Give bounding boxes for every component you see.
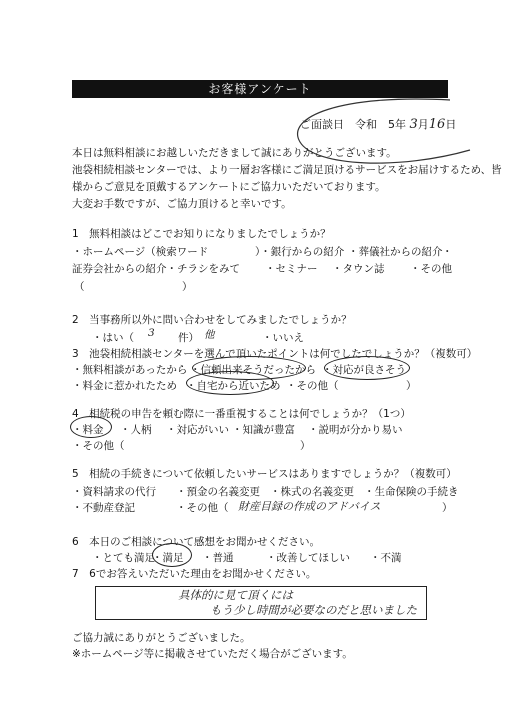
q2-yes: ・はい（ xyxy=(92,332,134,344)
q3-option-near: ・自宅から近いため xyxy=(186,380,281,392)
q3-option-service: ・対応が良さそう xyxy=(322,364,406,376)
q6-question: 6 本日のご相談について感想をお聞かせください。 xyxy=(72,536,320,548)
page-title: お客様アンケート xyxy=(72,80,448,98)
footer-note: ※ホームページ等に掲載させていただく場合がございます。 xyxy=(72,648,353,660)
q5-option-registry: ・不動産登記 xyxy=(72,502,135,514)
q7-question: 7 6でお答えいただいた理由をお聞かせください。 xyxy=(72,568,317,580)
q1-option-securities: 証券会社からの紹介・チラシをみて xyxy=(72,263,240,275)
q4-option-knowledge: ・知識が豊富 xyxy=(232,424,295,436)
q1-question: 1 無料相談はどこでお知りになりましたでしょうか？ xyxy=(72,228,331,240)
q5-option-documents: ・資料請求の代行 xyxy=(72,486,156,498)
date-label: ご面談日 令和 5年 xyxy=(300,118,406,131)
intro-line-3: 様からご意見を頂戴するアンケートにご協力いただいております。 xyxy=(72,181,386,193)
q3-option-free: ・無料相談があったから xyxy=(72,364,188,376)
intro-line-4: 大変お手数ですが、ご協力頂けると幸いです。 xyxy=(72,198,292,210)
q4-option-response: ・対応がいい xyxy=(166,424,229,436)
q4-option-fee: ・料金 xyxy=(72,424,104,436)
q1-option-seminar: ・セミナー xyxy=(265,263,318,275)
q1-option-bank: ）・銀行からの紹介 xyxy=(255,246,345,258)
q3-option-trust: ・信頼出来そうだったから xyxy=(190,364,316,376)
q5-option-other: ・その他（ xyxy=(176,502,229,514)
q2-no: ・いいえ xyxy=(262,332,304,344)
q7-answer-line-2: もう少し時間が必要なのだと思いました xyxy=(210,603,417,617)
q2-question: 2 当事務所以外に問い合わせをしてみましたでしょうか？ xyxy=(72,314,352,326)
q4-question: 4 相続税の申告を頼む際に一番重視することは何でしょうか？（1つ） xyxy=(72,408,411,420)
q3-option-other: ・その他（ xyxy=(286,380,339,392)
q4-option-explanation: ・説明が分かり易い xyxy=(308,424,403,436)
q5-handwritten-note: 財産目録の作成のアドバイス xyxy=(238,500,381,513)
date-day: 16 xyxy=(428,117,446,132)
date-month: 3 xyxy=(409,117,418,132)
q4-option-other: ・その他（ xyxy=(72,440,125,452)
q7-answer-line-1: 具体的に見て頂くには xyxy=(178,588,293,602)
q1-paren-open: （ xyxy=(74,281,85,293)
q6-option-very-satisfied: ・とても満足 xyxy=(92,552,155,564)
q2-handwritten-note: 他 xyxy=(204,329,215,341)
q1-option-homepage: ・ホームページ（検索ワード xyxy=(72,246,209,258)
q3-circle-service xyxy=(324,356,410,380)
q4-option-personality: ・人柄 xyxy=(120,424,152,436)
q4-circle-fee xyxy=(70,416,112,438)
q5-option-insurance: ・生命保険の手続き xyxy=(364,486,459,498)
q4-paren-close: ） xyxy=(300,440,311,452)
q5-option-stock: ・株式の名義変更 xyxy=(270,486,354,498)
q1-option-magazine: ・タウン誌 xyxy=(332,263,385,275)
q5-paren-close: ） xyxy=(442,502,453,514)
q3-option-price: ・料金に惹かれたため xyxy=(72,380,177,392)
q1-option-funeral: ・葬儀社からの紹介 xyxy=(348,246,443,258)
q1-option-bullet: ・ xyxy=(442,246,453,258)
q6-option-normal: ・普通 xyxy=(202,552,234,564)
date-day-unit: 日 xyxy=(445,118,457,131)
footer-thanks: ご協力誠にありがとうございました。 xyxy=(72,632,251,644)
intro-line-1: 本日は無料相談にお越しいただきまして誠にありがとうございます。 xyxy=(72,147,397,159)
intro-line-2: 池袋相続相談センターでは、より一層お客様にご満足頂けるサービスをお届けするため、皆 xyxy=(72,164,502,176)
q2-unit: 件） xyxy=(178,332,199,344)
q3-question: 3 池袋相続相談センターを選んで頂いたポイントは何でしたでしょうか？（複数可） xyxy=(72,348,478,360)
q1-option-other: ・その他 xyxy=(410,263,452,275)
q3-circle-near xyxy=(186,371,274,395)
q6-option-satisfied: ・満足 xyxy=(152,552,184,564)
q3-paren-close: ） xyxy=(406,380,417,392)
q2-count: 3 xyxy=(148,327,155,339)
q5-option-deposit: ・預金の名義変更 xyxy=(176,486,260,498)
q1-paren-close: ） xyxy=(182,281,193,293)
q6-circle-satisfied xyxy=(152,543,192,567)
q6-option-dissatisfied: ・不満 xyxy=(370,552,402,564)
date-month-unit: 月 xyxy=(417,118,429,131)
q5-question: 5 相続の手続きについて依頼したいサービスはありますでしょうか？（複数可） xyxy=(72,468,457,480)
q6-option-improve: ・改善してほしい xyxy=(266,552,350,564)
